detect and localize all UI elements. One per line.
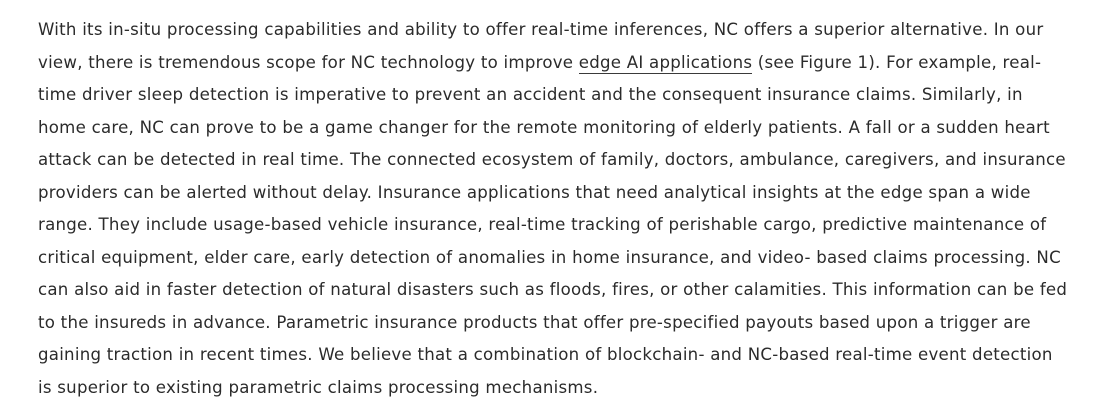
body-paragraph <box>38 14 1070 404</box>
edge-ai-applications-link[interactable]: edge AI applications <box>578 52 753 72</box>
paragraph-text-start: With its in-situ processing capabilities and ability to offer real-time inferences, NC offers a superior alternative. In our view, there is tremendous scope for NC technology to improve <box>38 20 1044 72</box>
paragraph-text-end: (see Figure 1). For example, real-time driver sleep detection is imperative to prevent an accident and the consequent insurance claims. Similarly, in home care, NC can prove to be a game changer for the remote monitoring of elderly patients. A fall or a sudden heart attack can be detected in real time. The connected ecosystem of family, doctors, ambulance, caregivers, and insurance providers can be alerted without delay. Insurance applications that need analytical insights at the edge span a wide range. They include usage-based vehicle insurance, real-time tracking of perishable cargo, predictive maintenance of critical equipment, elder care, early detection of anomalies in home insurance, and video- based claims processing. NC can also aid in faster detection of natural disasters such as floods, fires, or other calamities. This information can be fed to the insureds in advance. Parametric insurance products that offer pre-specified payouts based upon a trigger are gaining traction in recent times. We believe that a combination of blockchain- and NC-based real-time event detection is superior to existing parametric claims processing mechanisms. <box>38 52 1068 397</box>
article-body <box>38 14 1070 404</box>
